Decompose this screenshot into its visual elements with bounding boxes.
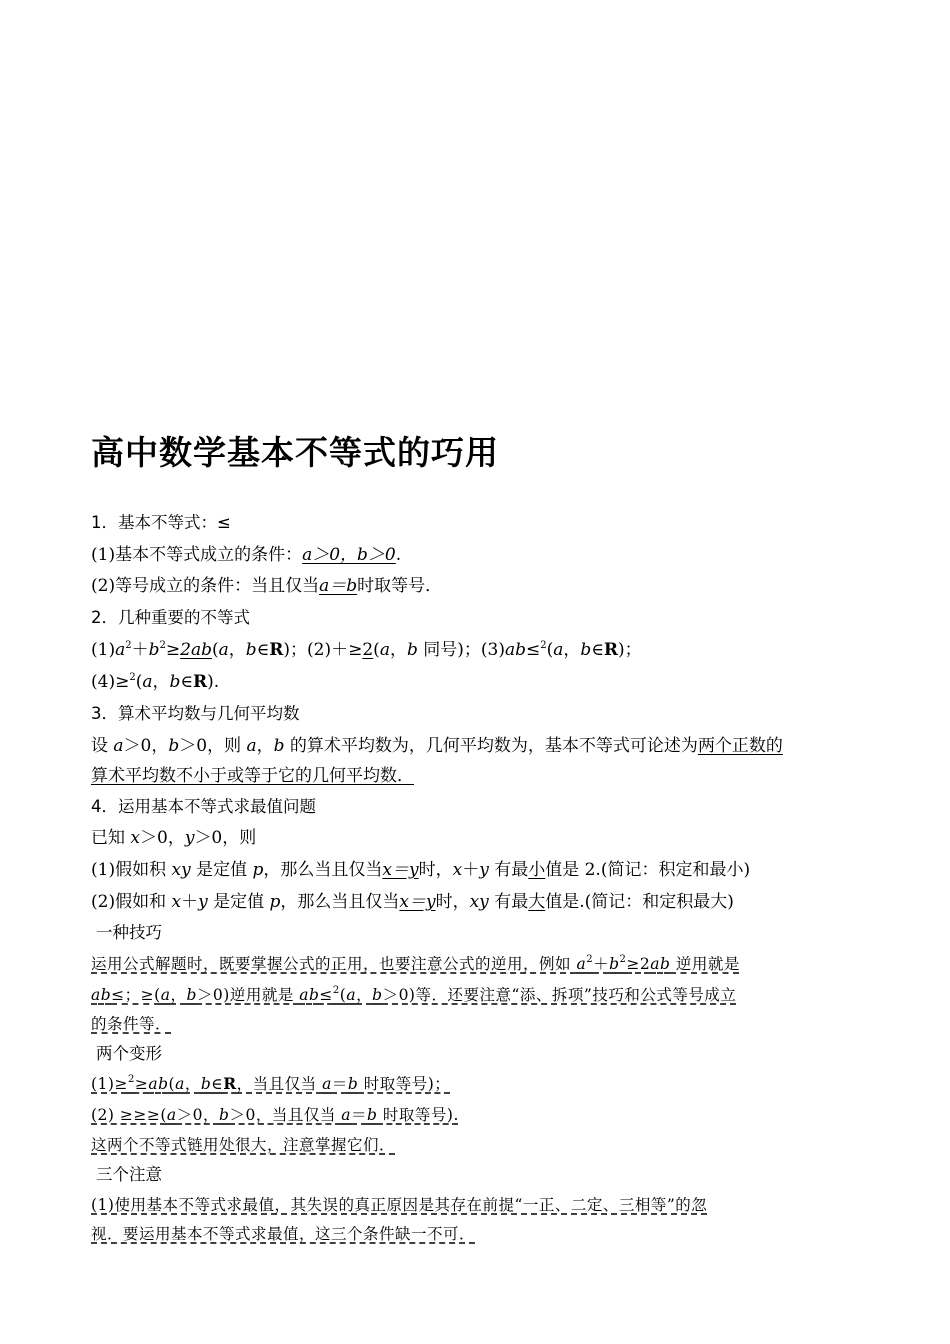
transforms-line-2: (2) ≥≥≥(a＞0，b＞0，当且仅当 a＝b 时取等号). xyxy=(91,1106,459,1124)
cautions-heading: 三个注意 xyxy=(96,1165,162,1184)
underlined-answer: 大 xyxy=(528,892,546,912)
s1-equality-line: (2)等号成立的条件：当且仅当a＝b时取等号． xyxy=(91,576,443,596)
s1-condition-line: (1)基本不等式成立的条件：a＞0，b＞0. xyxy=(91,545,402,565)
trick-heading: 一种技巧 xyxy=(96,923,162,942)
underlined-answer: 小 xyxy=(528,860,546,880)
s4-sum-line: (2)假如和 x＋y 是定值 p，那么当且仅当x＝y时，xy 有最大值是.(简记：和定积最大) xyxy=(91,892,734,912)
transforms-line-1: (1)≥$^2$≥ab(a，b∈R，当且仅当 a＝b 时取等号)； xyxy=(91,1074,451,1093)
s2-inequalities-line-2: (4)≥$^2$(a，b∈R). xyxy=(91,672,220,692)
underlined-answer: a＝b xyxy=(319,576,358,596)
section-1-heading: 1．基本不等式：≤ xyxy=(91,513,231,532)
underlined-answer: 两个正数的 xyxy=(697,736,783,756)
trick-line-2: ab≤；≥(a，b＞0)逆用就是 ab≤$^2$(a，b＞0)等．还要注意“添、拆项”技巧和公式等号成立 xyxy=(91,985,737,1004)
s2-inequalities-line-1: $(1)a^2+b^2\ge 2ab(a$，b∈R)；(2)＋≥2(a，b 同号)；(3)ab≤$^2$(a，b∈R)； xyxy=(91,640,642,660)
transforms-heading: 两个变形 xyxy=(96,1044,162,1063)
underlined-answer: 2 xyxy=(362,640,374,660)
transforms-line-3: 这两个不等式链用处很大，注意掌握它们． xyxy=(91,1136,396,1154)
document-title: 高中数学基本不等式的巧用 xyxy=(91,433,499,472)
trick-line-3: 的条件等． xyxy=(91,1015,172,1033)
s4-product-line: (1)假如积 xy 是定值 p，那么当且仅当x＝y时，x＋y 有最小值是 2.(简记：积定和最小) xyxy=(91,860,751,880)
underlined-answer: 2ab xyxy=(180,640,212,660)
cautions-line-1: (1)使用基本不等式求最值，其失误的真正原因是其存在前提“一正、二定、三相等”的忽 xyxy=(91,1196,708,1214)
s3-paragraph-line-1: 设 a＞0，b＞0，则 a，b 的算术平均数为，几何平均数为，基本不等式可论述为两个正数的 xyxy=(91,736,783,756)
s3-paragraph-line-2 xyxy=(91,764,871,788)
section-2-heading: 2．几种重要的不等式 xyxy=(91,608,250,627)
trick-line-1: 运用公式解题时，既要掌握公式的正用，也要注意公式的逆用，例如 $a^2+b^2\ge 2ab$ 逆用就是 xyxy=(91,954,740,973)
cautions-line-2: 视．要运用基本不等式求最值，这三个条件缺一不可． xyxy=(91,1225,476,1243)
underlined-answer: x＝y xyxy=(399,892,436,912)
underlined-answer: a＞0，b＞0 xyxy=(302,545,396,565)
s4-given-line: 已知 x＞0，y＞0，则 xyxy=(91,828,257,848)
section-3-heading: 3．算术平均数与几何平均数 xyxy=(91,704,300,723)
section-4-heading: 4．运用基本不等式求最值问题 xyxy=(91,797,316,816)
underlined-answer: 算术平均数不小于或等于它的几何平均数． xyxy=(91,766,414,786)
underlined-answer: x＝y xyxy=(382,860,419,880)
